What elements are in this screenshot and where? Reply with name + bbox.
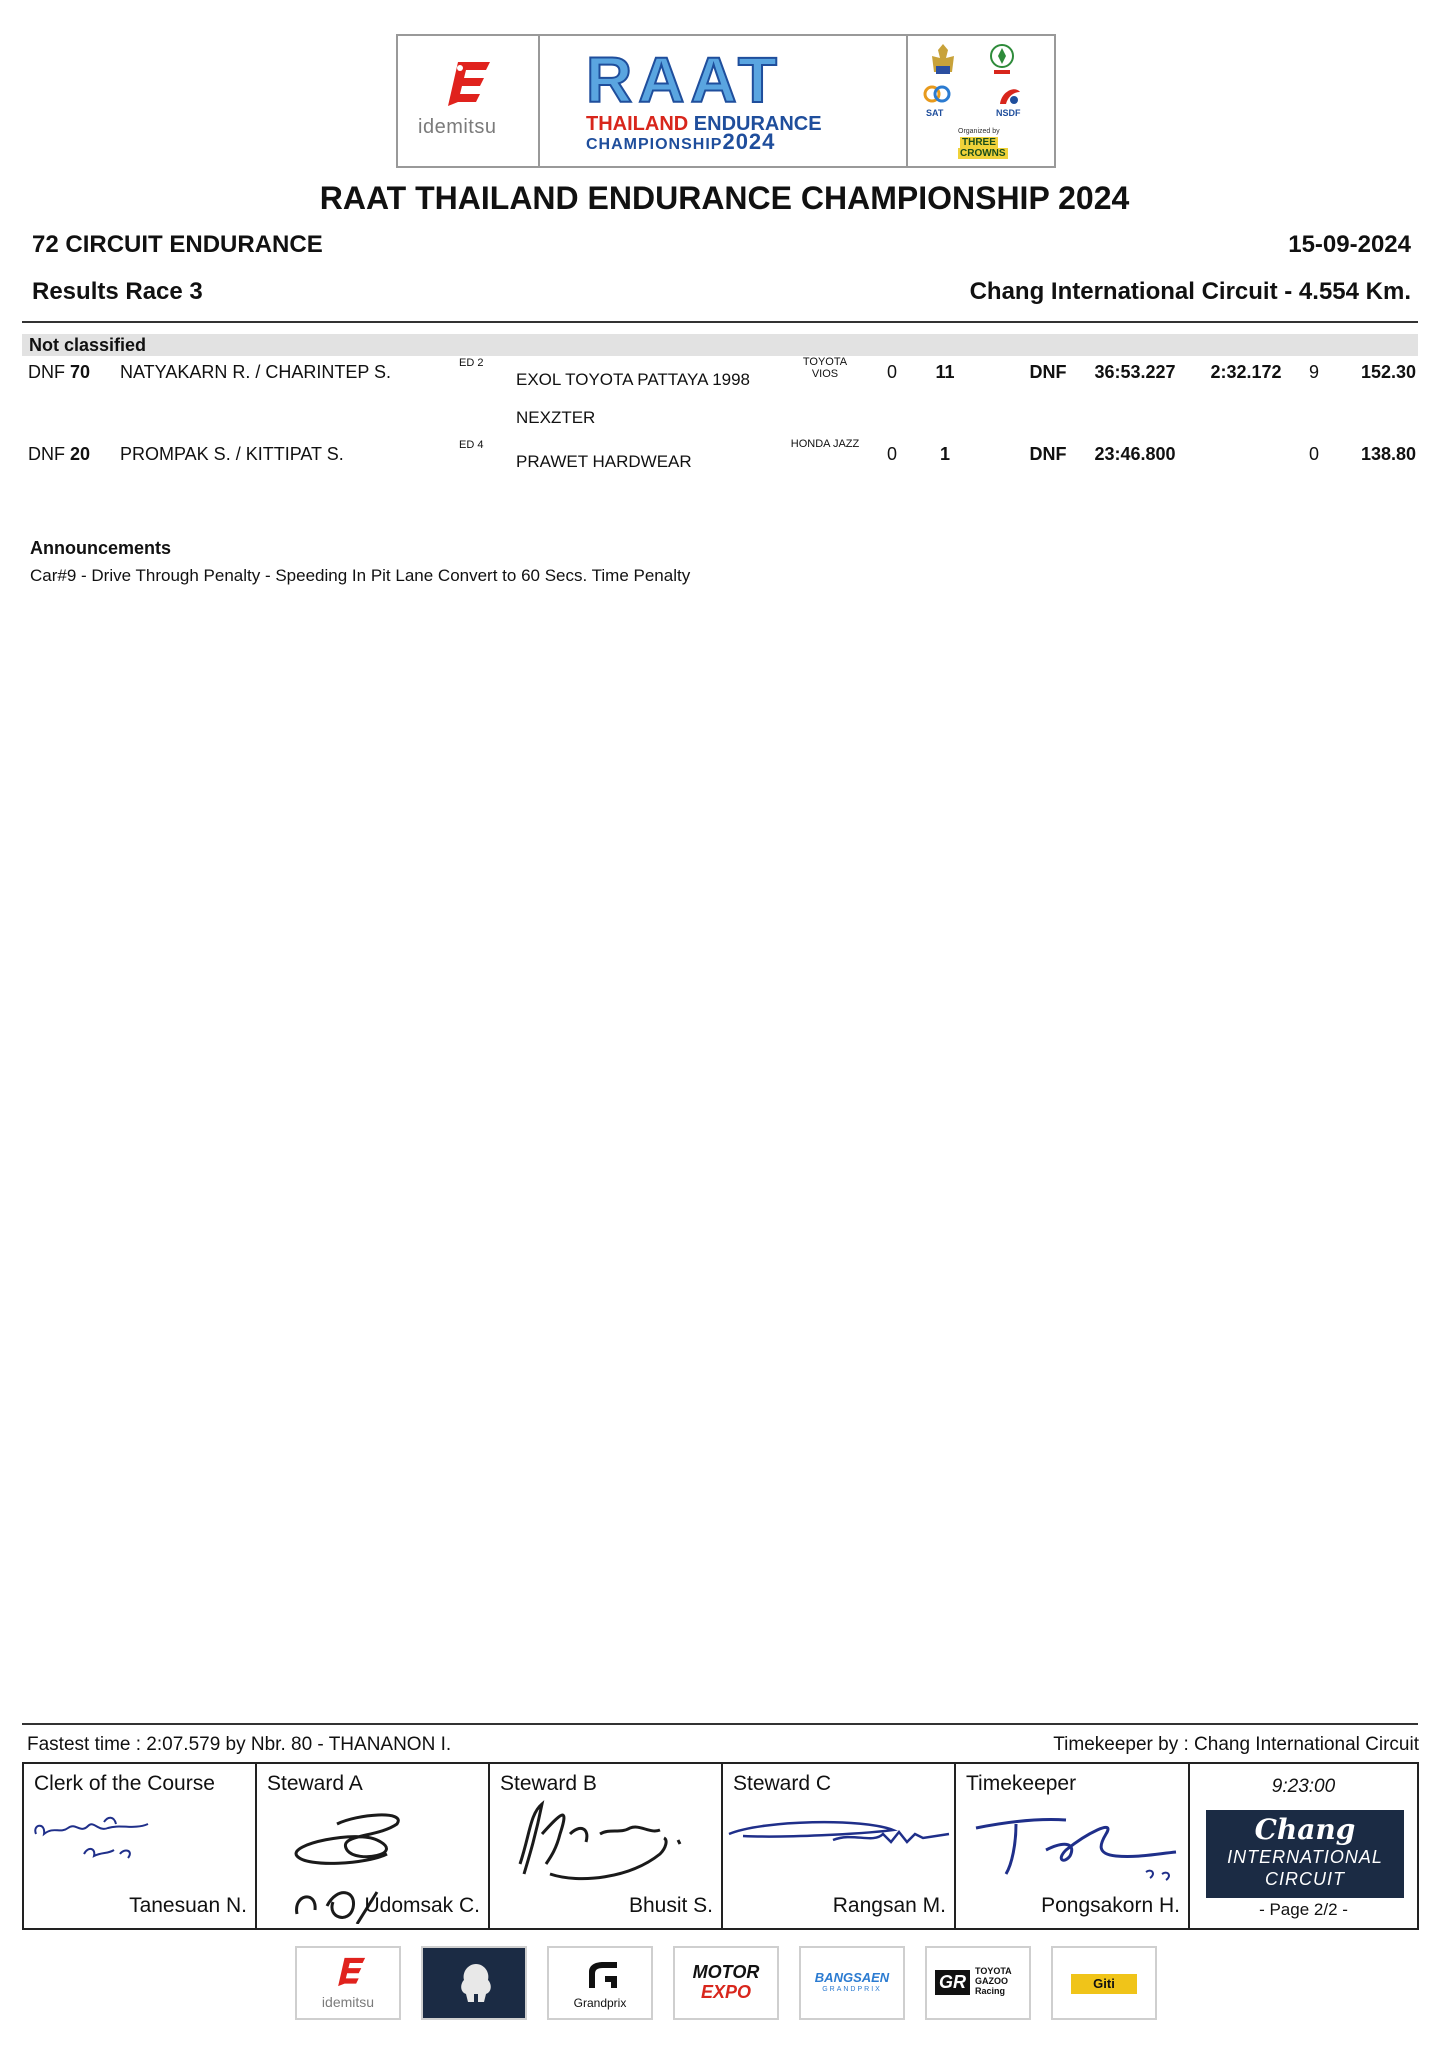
announcements-title: Announcements <box>30 538 172 558</box>
chang-international: INTERNATIONAL <box>1227 1847 1383 1867</box>
row-speed: 138.80 <box>1360 444 1416 464</box>
official-name: Rangsan M. <box>832 1894 946 1917</box>
session-name: Results Race 3 <box>32 278 203 305</box>
idemitsu-logo <box>398 36 540 166</box>
giti-badge: Giti <box>1071 1974 1137 1994</box>
official-name: Udomsak C. <box>364 1894 480 1917</box>
signature-clerk <box>24 1794 257 1884</box>
raat-thailand: THAILAND <box>586 113 689 135</box>
three-crowns-line1: THREE <box>962 137 996 148</box>
idemitsu-text: idemitsu <box>418 116 497 138</box>
sponsor-grandprix-text: Grandprix <box>573 1996 627 2010</box>
chang-wordmark: Chang <box>1254 1813 1356 1846</box>
signature-cell-steward-a <box>257 1764 490 1928</box>
official-role: Steward C <box>733 1772 832 1795</box>
idemitsu-flame-icon <box>333 1954 369 1990</box>
circuit-name: Chang International Circuit - 4.554 Km. <box>969 278 1411 305</box>
motor-expo-line2: EXPO <box>700 1982 752 2002</box>
gr-badge: GR <box>935 1970 970 1995</box>
row-class: ED 2 <box>459 357 484 369</box>
organized-by-text: Organized by <box>958 128 1000 135</box>
sponsor-motor-expo <box>673 1946 779 2020</box>
section-label: Not classified <box>22 334 1418 356</box>
signature-steward-b <box>490 1794 723 1904</box>
organizer-logos <box>908 36 1054 166</box>
three-crowns-line2: CROWNS <box>960 148 1006 159</box>
sponsor-giti <box>1051 1946 1157 2020</box>
row-car-number: 20 <box>70 444 91 464</box>
raat-wordmark: RAAT <box>586 44 783 116</box>
sponsor-toyota-gazoo-racing <box>925 1946 1031 2020</box>
official-role: Steward A <box>267 1772 363 1795</box>
gazoo-line3: Racing <box>975 1986 1006 1996</box>
signoff-time: 9:23:00 <box>1271 1776 1336 1797</box>
raat-subtitle <box>586 114 822 134</box>
official-name: Tanesuan N. <box>129 1894 247 1917</box>
nsdf-text: NSDF <box>996 108 1021 118</box>
row-team: PRAWET HARDWEAR <box>516 452 692 471</box>
result-row <box>0 438 1449 484</box>
royal-emblem-icon <box>928 42 958 78</box>
official-name: Bhusit S. <box>628 1894 713 1917</box>
footer-divider <box>22 1723 1418 1725</box>
sponsor-emblem <box>421 1946 527 2020</box>
row-car-model <box>780 438 870 450</box>
raat-championship-word: CHAMPIONSHIP <box>586 136 723 153</box>
sponsor-idemitsu <box>295 1946 401 2020</box>
nsdf-logo-icon <box>996 84 1024 108</box>
bangsaen-sub: GRANDPRIX <box>822 1986 882 1993</box>
page-title: RAAT THAILAND ENDURANCE CHAMPIONSHIP 2024 <box>319 180 1130 216</box>
announcement-text: Car#9 - Drive Through Penalty - Speeding In Pit Lane Convert to 60 Secs. Time Penalty <box>30 566 691 585</box>
row-car-make: HONDA JAZZ <box>790 438 860 450</box>
row-car-make: TOYOTA <box>802 356 848 368</box>
signature-cell-steward-c <box>723 1764 956 1928</box>
official-name: Pongsakorn H. <box>1041 1894 1180 1917</box>
row-car-variant: VIOS <box>811 368 839 380</box>
signature-cell-clerk <box>24 1764 257 1928</box>
official-role: Clerk of the Course <box>34 1772 215 1795</box>
grandprix-logo-icon <box>583 1958 623 1992</box>
row-gap: DNF <box>1029 362 1067 382</box>
timekeeper-credit: Timekeeper by : Chang International Circuit <box>1053 1734 1419 1755</box>
chang-panel <box>1190 1764 1417 1928</box>
sat-text: SAT <box>926 108 944 118</box>
signature-grid <box>22 1762 1419 1930</box>
row-speed: 152.30 <box>1360 362 1416 382</box>
fastest-time: Fastest time : 2:07.579 by Nbr. 80 - THANANON I. <box>27 1734 452 1755</box>
row-best-time: 2:32.172 <box>1210 362 1282 382</box>
page-number: - Page 2/2 - <box>1259 1900 1348 1919</box>
gazoo-line2: GAZOO <box>975 1976 1008 1986</box>
row-class: ED 4 <box>459 439 484 451</box>
row-laps: 1 <box>939 444 950 464</box>
event-date: 15-09-2024 <box>1288 231 1411 258</box>
event-name: 72 CIRCUIT ENDURANCE <box>32 231 323 258</box>
row-position: DNF <box>28 444 65 464</box>
row-best-lap: 0 <box>1308 444 1319 464</box>
row-total-time: 23:46.800 <box>1094 444 1176 464</box>
raat-year: 2024 <box>722 129 776 154</box>
row-team: EXOL TOYOTA PATTAYA 1998 <box>516 370 751 389</box>
sponsor-bangsaen <box>799 1946 905 2020</box>
row-gap: DNF <box>1029 444 1067 464</box>
chang-circuit: CIRCUIT <box>1265 1869 1345 1889</box>
raat-championship <box>586 129 776 154</box>
sponsor-idemitsu-text: idemitsu <box>321 1994 375 2010</box>
row-team-line2: NEXZTER <box>516 408 596 427</box>
official-role: Timekeeper <box>966 1772 1077 1795</box>
garuda-emblem-icon <box>986 42 1018 78</box>
chang-circuit-logo <box>1206 1810 1404 1898</box>
sponsor-grandprix <box>547 1946 653 2020</box>
signature-cell-timekeeper <box>956 1764 1190 1928</box>
raat-endurance: ENDURANCE <box>693 113 822 135</box>
motor-expo-line1: MOTOR <box>692 1962 760 1982</box>
header-logo-box <box>396 34 1056 168</box>
row-pits: 0 <box>886 444 897 464</box>
official-role: Steward B <box>500 1772 597 1795</box>
elephant-emblem-icon <box>456 1960 496 2006</box>
signature-cell-steward-b <box>490 1764 723 1928</box>
row-drivers: NATYAKARN R. / CHARINTEP S. <box>120 362 392 382</box>
header-divider <box>22 321 1418 323</box>
signature-steward-c <box>723 1794 956 1884</box>
row-car-number: 70 <box>70 362 91 382</box>
signature-timekeeper <box>956 1794 1190 1904</box>
sat-logo-icon <box>922 84 958 108</box>
row-laps: 11 <box>935 362 955 382</box>
row-position: DNF <box>28 362 65 382</box>
row-best-lap: 9 <box>1308 362 1319 382</box>
result-row <box>0 356 1449 427</box>
row-car-model <box>780 356 870 380</box>
idemitsu-flame-icon <box>440 56 496 112</box>
row-drivers: PROMPAK S. / KITTIPAT S. <box>120 444 344 464</box>
gazoo-line1: TOYOTA <box>975 1966 1012 1976</box>
gazoo-text <box>975 1966 1012 1996</box>
row-pits: 0 <box>886 362 897 382</box>
row-total-time: 36:53.227 <box>1094 362 1176 382</box>
raat-logo <box>540 36 908 166</box>
bangsaen-text: BANGSAEN <box>814 1970 890 1985</box>
